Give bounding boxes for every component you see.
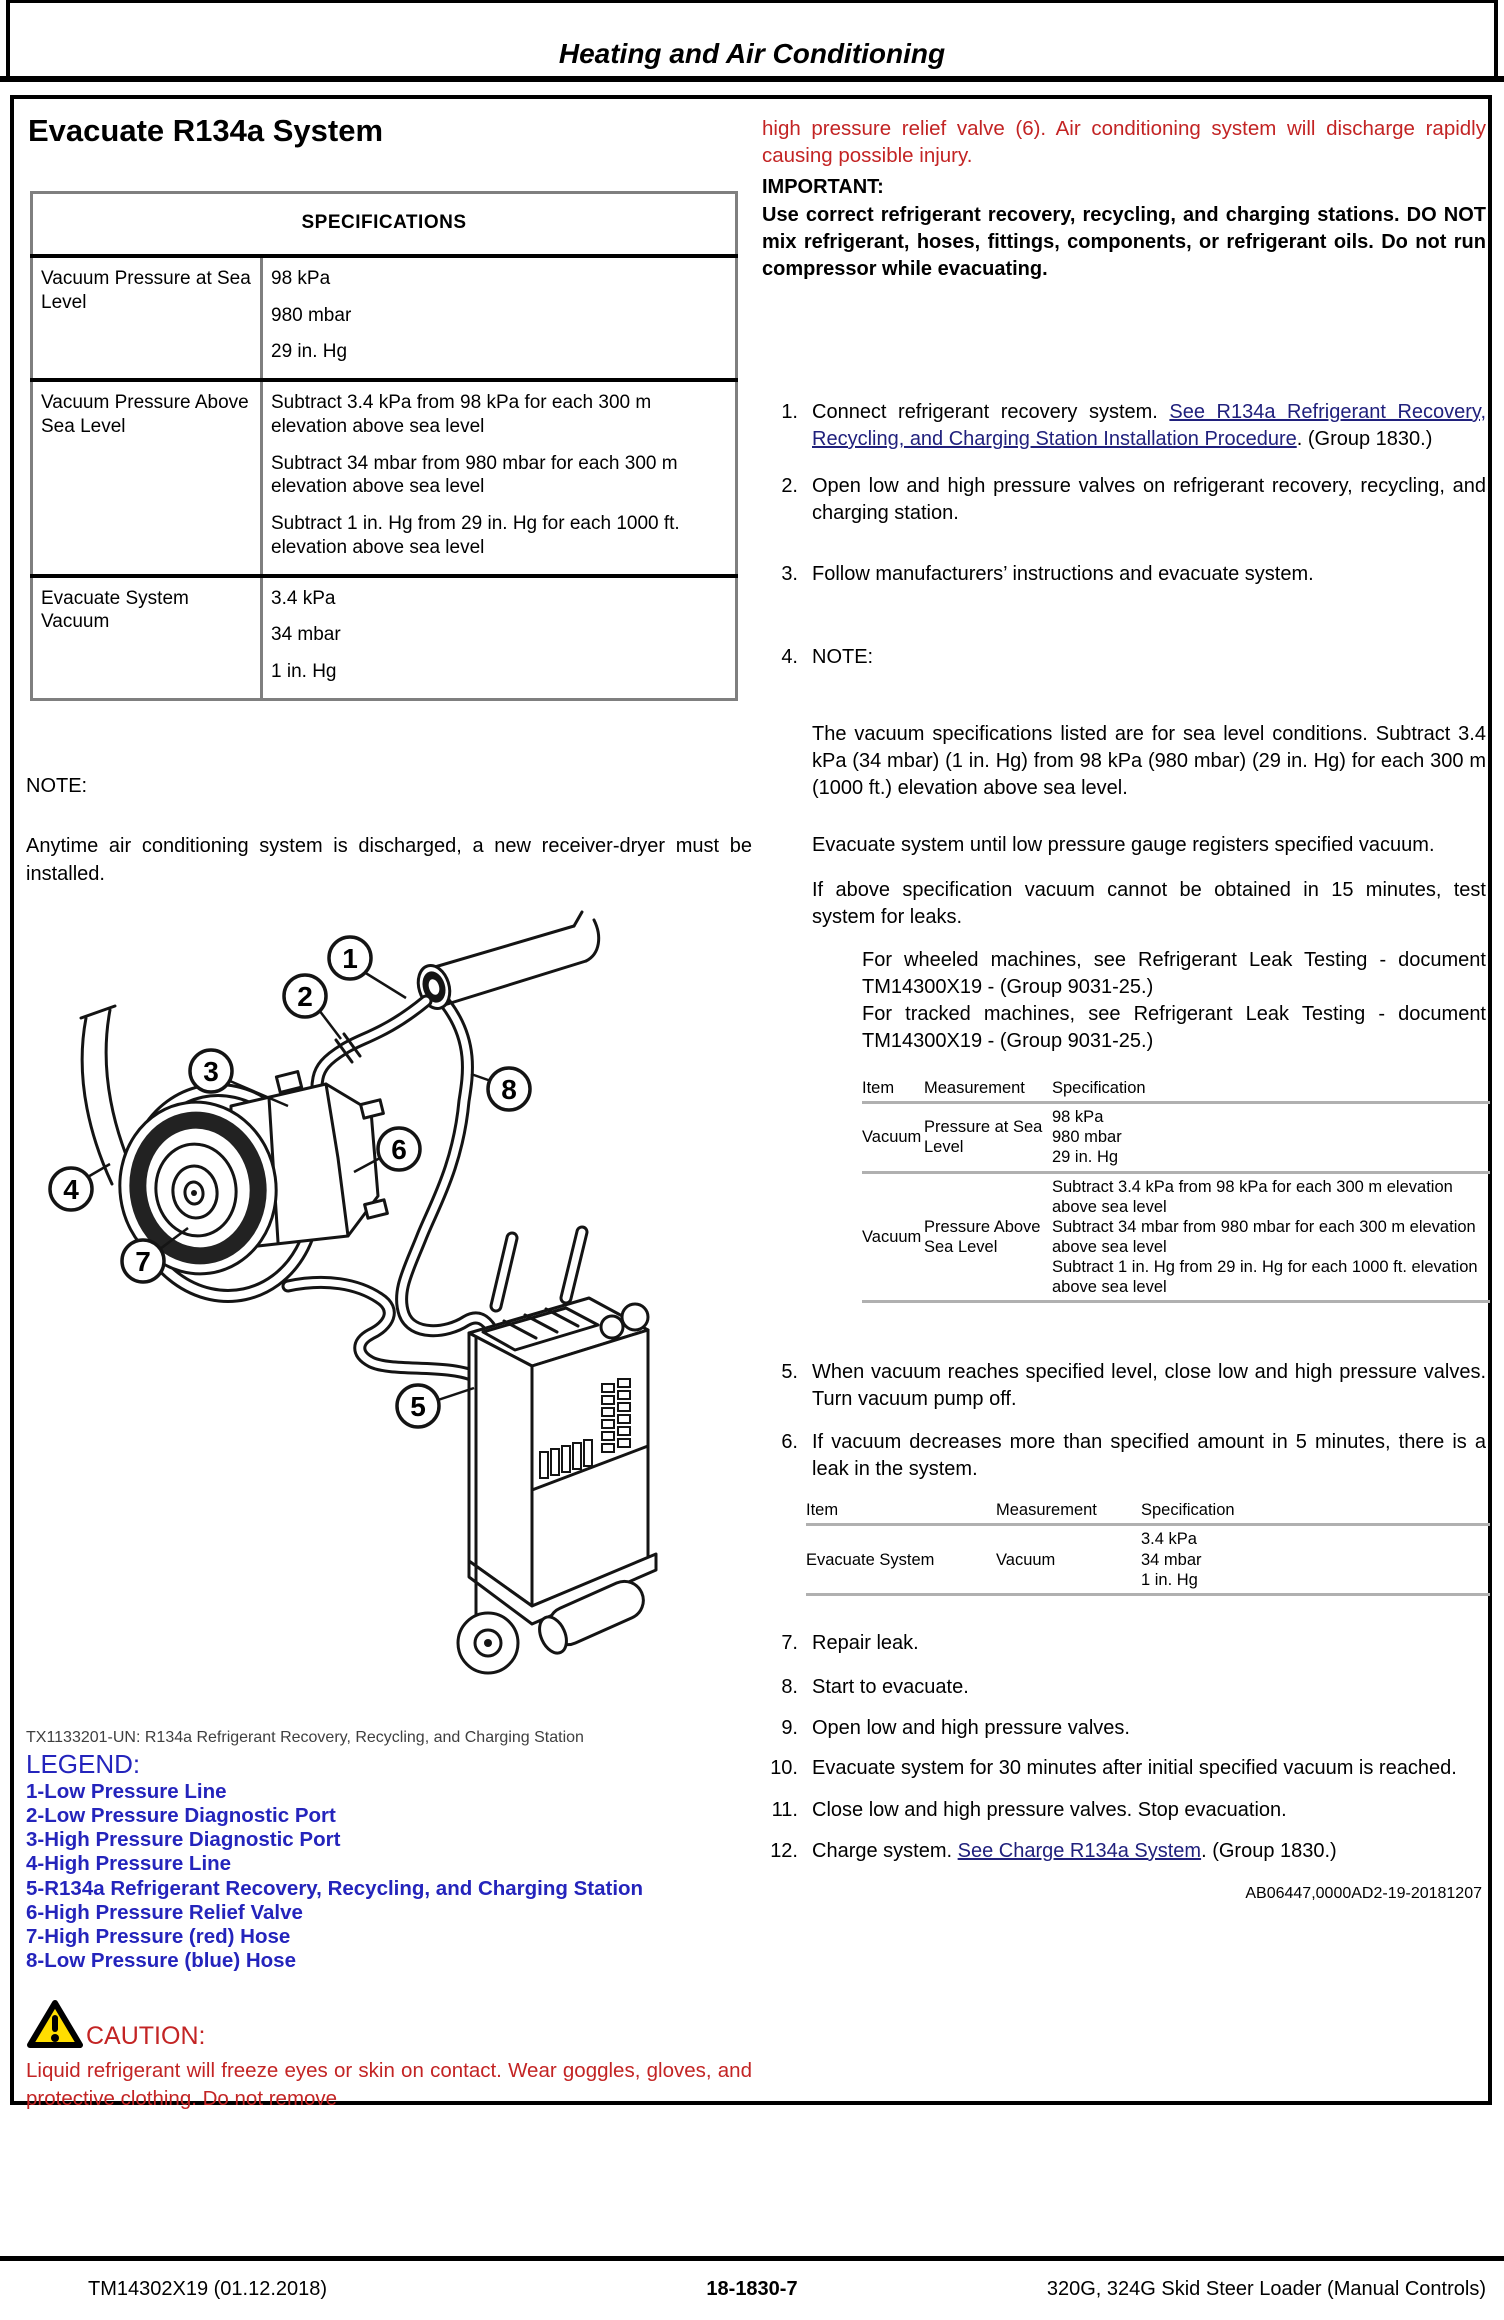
- callout-8: [471, 1068, 530, 1110]
- step-number: 9.: [781, 1716, 798, 1739]
- step-12: [762, 1838, 1486, 1865]
- spec-label: Vacuum Pressure at Sea Level: [32, 256, 262, 380]
- spec-line: Subtract 1 in. Hg from 29 in. Hg for each 1000 ft. elevation above sea level: [1052, 1258, 1478, 1297]
- step-number: 8.: [781, 1675, 798, 1698]
- legend-item: 7-High Pressure (red) Hose: [26, 1924, 291, 1948]
- link-recovery-station-procedure[interactable]: See R134a Refrigerant Recovery, Recycling, and Charging Station Installation Procedure: [812, 401, 1487, 451]
- chapter-title: Heating and Air Conditioning: [558, 38, 946, 69]
- legend-list: [26, 1780, 756, 1974]
- svg-text:3: 3: [203, 1055, 219, 1087]
- step-number: 6.: [781, 1431, 798, 1454]
- paragraph: For tracked machines, see Refrigerant Leak Testing - document TM14300X19 - (Group 9031-25.): [862, 1003, 1486, 1053]
- step-text: Open low and high pressure valves on refrigerant recovery, recycling, and charging station.: [812, 475, 1486, 525]
- spec-value: Subtract 34 mbar from 980 mbar for each 300 m elevation above sea level: [271, 452, 678, 498]
- step-text: Open low and high pressure valves.: [812, 1716, 1130, 1739]
- svg-text:6: 6: [391, 1133, 407, 1165]
- step-7: [762, 1630, 1486, 1657]
- cell-item: Vacuum: [862, 1172, 924, 1302]
- spec-value: Subtract 3.4 kPa from 98 kPa for each 300 m elevation above sea level: [271, 392, 652, 437]
- legend-item: 2-Low Pressure Diagnostic Port: [26, 1803, 336, 1827]
- table-row: [862, 1103, 1490, 1172]
- step-2: [762, 473, 1486, 527]
- callout-2: [284, 975, 341, 1039]
- leak-testing-references: [862, 947, 1486, 1055]
- legend-item: 3-High Pressure Diagnostic Port: [26, 1828, 341, 1852]
- step-text: Start to evacuate.: [812, 1675, 969, 1698]
- cell-specification: [1052, 1172, 1490, 1302]
- important-label: IMPORTANT:: [762, 176, 884, 199]
- spec-label: Evacuate System Vacuum: [32, 576, 262, 700]
- step-number: 10.: [770, 1756, 798, 1779]
- step-text: When vacuum reaches specified level, close low and high pressure valves. Turn vacuum pump off.: [812, 1361, 1486, 1411]
- step-1: [762, 399, 1486, 453]
- step-number: 11.: [771, 1798, 798, 1821]
- column-header: Specification: [1141, 1499, 1490, 1525]
- step-text: Evacuate system for 30 minutes after initial specified vacuum is reached.: [812, 1756, 1457, 1779]
- table-row: [862, 1172, 1490, 1302]
- warning-triangle-icon: [26, 1999, 84, 2051]
- document-code: AB06447,0000AD2-19-20181207: [1245, 1884, 1482, 1902]
- callout-4: [50, 1164, 110, 1210]
- step-text-pre: Charge system.: [812, 1839, 953, 1862]
- step-10: [762, 1755, 1486, 1782]
- vacuum-spec-table: [862, 1077, 1490, 1303]
- cell-measurement: Pressure at Sea Level: [924, 1103, 1052, 1172]
- step-4: [762, 644, 1486, 802]
- spec-values: [262, 576, 737, 700]
- footer-manual-id: TM14302X19 (01.12.2018): [88, 2278, 328, 2300]
- spec-value: 980 mbar: [271, 304, 352, 326]
- caution-label: CAUTION:: [86, 2022, 206, 2051]
- note-label: NOTE:: [812, 646, 874, 669]
- cell-measurement: Vacuum: [996, 1525, 1141, 1594]
- table-row: [806, 1525, 1490, 1594]
- step-8: [762, 1674, 1486, 1701]
- legend-item: 4-High Pressure Line: [26, 1852, 232, 1876]
- step-text: Repair leak.: [812, 1631, 919, 1654]
- spec-line: 34 mbar: [1141, 1550, 1202, 1569]
- spec-line: 29 in. Hg: [1052, 1148, 1119, 1167]
- footer-page-number: 18-1830-7: [706, 2278, 798, 2300]
- procedure-steps: [762, 399, 1486, 1903]
- note-text: Anytime air conditioning system is discharged, a new receiver-dryer must be installed.: [26, 834, 752, 885]
- spec-value: 98 kPa: [271, 267, 331, 289]
- column-header: Specification: [1052, 1077, 1490, 1103]
- specifications-table: [30, 191, 738, 701]
- paragraph: For wheeled machines, see Refrigerant Leak Testing - document TM14300X19 - (Group 9031-25.): [862, 949, 1486, 999]
- step-text-pre: Connect refrigerant recovery system.: [812, 401, 1158, 424]
- table-row: [32, 256, 737, 380]
- svg-text:4: 4: [63, 1173, 79, 1205]
- note-label: NOTE:: [26, 774, 88, 797]
- svg-text:5: 5: [410, 1390, 426, 1422]
- spec-label: Vacuum Pressure Above Sea Level: [32, 380, 262, 576]
- recovery-station-diagram: [26, 906, 671, 1721]
- legend-title: LEGEND:: [26, 1748, 141, 1779]
- step-6: [762, 1429, 1486, 1483]
- table-row: [32, 380, 737, 576]
- spec-value: Subtract 1 in. Hg from 29 in. Hg for each 1000 ft. elevation above sea level: [271, 513, 680, 558]
- callout-5: [397, 1385, 474, 1427]
- spec-line: Subtract 34 mbar from 980 mbar for each 300 m elevation above sea level: [1052, 1217, 1476, 1256]
- cell-specification: [1052, 1103, 1490, 1172]
- step-number: 12.: [770, 1839, 798, 1862]
- svg-text:2: 2: [297, 980, 313, 1012]
- caution-header: [26, 1999, 756, 2051]
- step-text: [812, 399, 1486, 453]
- spec-line: Subtract 3.4 kPa from 98 kPa for each 300 m elevation above sea level: [1052, 1177, 1453, 1216]
- spec-value: 1 in. Hg: [271, 661, 337, 682]
- step-9: [762, 1715, 1486, 1742]
- legend-item: 6-High Pressure Relief Valve: [26, 1900, 303, 1924]
- column-header: Item: [862, 1077, 924, 1103]
- table-row: [32, 576, 737, 700]
- step-text: Follow manufacturers’ instructions and evacuate system.: [812, 563, 1314, 586]
- important-text: Use correct refrigerant recovery, recycling, and charging stations. DO NOT mix refrigerant, hoses, fittings, components, or refrigerant oils. Do not run compressor while evacuating.: [762, 204, 1486, 281]
- step-5: [762, 1359, 1486, 1413]
- svg-text:7: 7: [135, 1245, 151, 1277]
- figure-caption: TX1133201-UN: R134a Refrigerant Recovery, Recycling, and Charging Station: [26, 1728, 584, 1746]
- paragraph: Evacuate system until low pressure gauge registers specified vacuum.: [812, 834, 1435, 857]
- caution-continuation-text: high pressure relief valve (6). Air conditioning system will discharge rapidly causing possible injury.: [762, 117, 1486, 168]
- step-text-post: . (Group 1830.): [1201, 1839, 1337, 1862]
- step-number: 1.: [781, 401, 798, 424]
- spec-value: 3.4 kPa: [271, 587, 336, 609]
- page-title: Evacuate R134a System: [28, 113, 384, 148]
- step-11: [762, 1797, 1486, 1824]
- spec-line: 3.4 kPa: [1141, 1530, 1197, 1549]
- note-text: The vacuum specifications listed are for sea level conditions. Subtract 3.4 kPa (34 mbar) (1 in. Hg) from 98 kPa (980 mbar) (29 in. Hg) for each 300 m (1000 ft.) elevation above sea level.: [812, 723, 1486, 800]
- spec-values: [262, 380, 737, 576]
- step-3: [762, 561, 1486, 588]
- link-charge-r134a-system[interactable]: See Charge R134a System: [957, 1839, 1202, 1862]
- svg-text:1: 1: [342, 942, 358, 974]
- step-number: 4.: [781, 646, 798, 669]
- cell-item: Evacuate System: [806, 1525, 996, 1594]
- left-column: [26, 109, 756, 2113]
- spec-values: [262, 256, 737, 380]
- spec-value: 34 mbar: [271, 624, 341, 646]
- step-text: [812, 1838, 1486, 1865]
- content-frame: [10, 95, 1492, 2110]
- column-header: Measurement: [996, 1499, 1141, 1525]
- footer-model-name: 320G, 324G Skid Steer Loader (Manual Controls): [1046, 2278, 1486, 2300]
- svg-text:8: 8: [501, 1073, 517, 1105]
- paragraph: If above specification vacuum cannot be obtained in 15 minutes, test system for leaks.: [812, 879, 1486, 929]
- right-column: [762, 115, 1486, 1903]
- footer-divider: [0, 2256, 1504, 2261]
- cell-specification: [1141, 1525, 1490, 1594]
- legend-item: 1-Low Pressure Line: [26, 1779, 227, 1803]
- page-header: [6, 0, 1498, 76]
- step-number: 3.: [781, 563, 798, 586]
- cell-item: Vacuum: [862, 1103, 924, 1172]
- step-number: 5.: [781, 1361, 798, 1384]
- callout-1: [329, 937, 406, 998]
- cell-measurement: Pressure Above Sea Level: [924, 1172, 1052, 1302]
- spec-line: 98 kPa: [1052, 1108, 1104, 1127]
- column-header: Item: [806, 1499, 996, 1525]
- evacuate-spec-table: [806, 1499, 1490, 1596]
- spec-value: 29 in. Hg: [271, 341, 348, 363]
- step-number: 2.: [781, 475, 798, 498]
- spec-table-title: SPECIFICATIONS: [32, 193, 737, 256]
- step-text: If vacuum decreases more than specified amount in 5 minutes, there is a leak in the system.: [812, 1431, 1486, 1481]
- caution-text: Liquid refrigerant will freeze eyes or skin on contact. Wear goggles, gloves, and protective clothing. Do not remove: [26, 2059, 752, 2110]
- spec-line: 1 in. Hg: [1141, 1570, 1198, 1589]
- header-divider: [0, 76, 1504, 82]
- step-number: 7.: [781, 1631, 798, 1654]
- step-text: Close low and high pressure valves. Stop evacuation.: [812, 1798, 1287, 1821]
- step-text-post: . (Group 1830.): [1296, 428, 1433, 451]
- spec-line: 980 mbar: [1052, 1128, 1122, 1147]
- legend-item: 5-R134a Refrigerant Recovery, Recycling, and Charging Station: [26, 1876, 644, 1900]
- column-header: Measurement: [924, 1077, 1052, 1103]
- legend-item: 8-Low Pressure (blue) Hose: [26, 1949, 296, 1973]
